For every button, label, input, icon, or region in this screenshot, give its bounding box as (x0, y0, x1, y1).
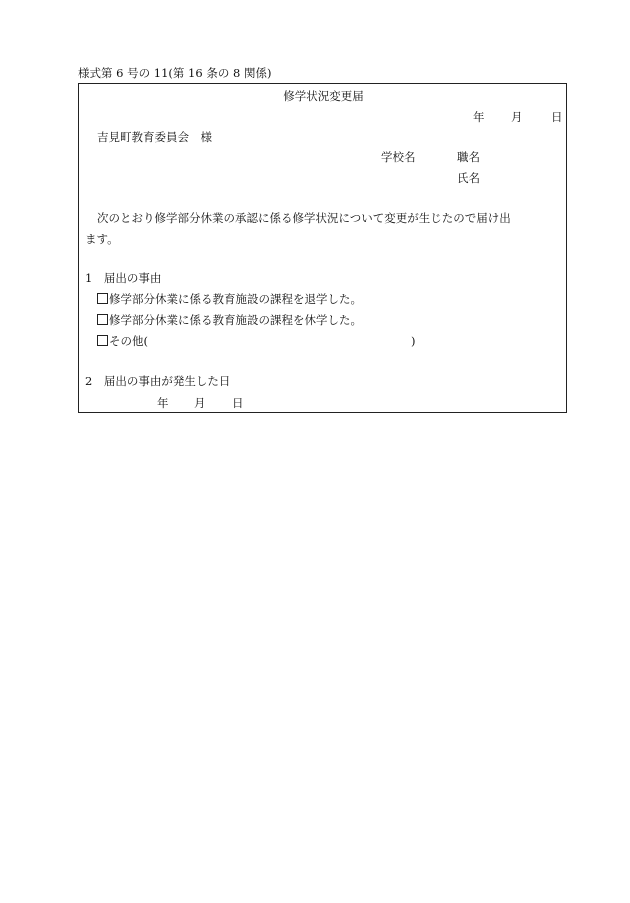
body-text-line-2: ます。 (85, 232, 119, 246)
occurrence-date-day: 日 (232, 396, 244, 410)
form-number-label: 様式第 6 号の 11(第 16 条の 8 関係) (78, 66, 272, 80)
applicant-name-label: 氏名 (457, 171, 480, 185)
occurrence-date-month: 月 (194, 396, 206, 410)
checkbox-icon[interactable] (97, 335, 108, 346)
addressee: 吉見町教育委員会 様 (97, 130, 212, 144)
checkbox-icon[interactable] (97, 314, 108, 325)
checkbox-icon[interactable] (97, 293, 108, 304)
reason-option-label: 修学部分休業に係る教育施設の課程を休学した。 (109, 313, 362, 327)
submission-date-day: 日 (551, 110, 563, 124)
reason-option-label: その他( (109, 334, 148, 348)
occurrence-date-year: 年 (157, 396, 169, 410)
submission-date-year: 年 (473, 110, 485, 124)
form-frame (78, 83, 567, 413)
submission-date-month: 月 (511, 110, 523, 124)
reason-heading: 1 届出の事由 (85, 271, 162, 285)
school-name-label: 学校名 (381, 150, 416, 164)
reason-option-withdrawal[interactable] (97, 292, 362, 306)
reason-option-label: 修学部分休業に係る教育施設の課程を退学した。 (109, 292, 362, 306)
other-close-paren: ) (411, 334, 416, 348)
position-label: 職名 (457, 150, 480, 164)
reason-option-leave[interactable] (97, 313, 362, 327)
reason-option-other[interactable] (97, 334, 148, 348)
occurrence-date-heading: 2 届出の事由が発生した日 (85, 374, 231, 388)
form-title: 修学状況変更届 (283, 89, 364, 103)
body-text-line-1: 次のとおり修学部分休業の承認に係る修学状況について変更が生じたので届け出 (97, 211, 511, 225)
